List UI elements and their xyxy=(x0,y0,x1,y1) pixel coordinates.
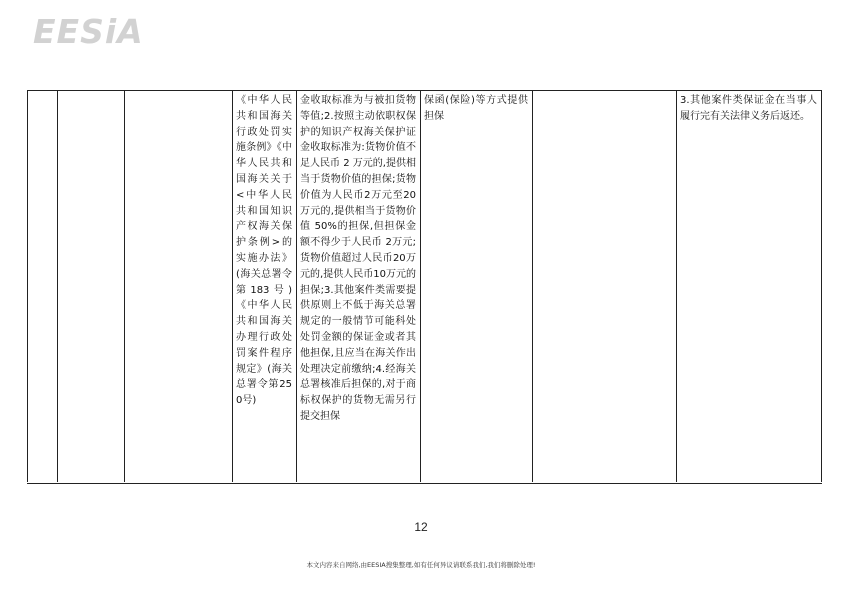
table-column-divider xyxy=(27,90,28,482)
table-column-divider xyxy=(296,90,297,482)
table-column-divider xyxy=(57,90,58,482)
eesia-logo: EESiA xyxy=(33,12,144,51)
table-column-divider xyxy=(821,90,822,482)
release-condition-cell: 3.其他案件类保证金在当事人履行完有关法律义务后返还。 xyxy=(680,95,817,122)
table-column-divider xyxy=(232,90,233,482)
guarantee-standard-cell: 金收取标准为与被扣货物等值;2.按照主动依职权保护的知识产权海关保护证金收取标准为:货物价值不足人民币 2 万元的,提供相当于货物价值的担保;货物价值为人民币2万元至20万元的,提供相当于货物价值 50%的担保,但担保金额不得少于人民币 2万元;货物价值超过人民币20万元的,提供人民币10万元的担保;3.其他案件类需要提供原则上不低于海关总署规定的一般情节可能科处处罚金额的保证金或者其他担保,且应当在海关作出处理决定前缴纳;4.经海关总署核准后担保的,对于商标权保护的货物无需另行提交担保 xyxy=(300,95,416,422)
table-column-divider xyxy=(420,90,421,482)
table-column-divider xyxy=(676,90,677,482)
table-column-divider xyxy=(124,90,125,482)
guarantee-method-cell: 保函(保险)等方式提供担保 xyxy=(424,95,528,122)
page-number: 12 xyxy=(414,520,428,534)
legal-basis-cell: 《中华人民共和国海关行政处罚实施条例》《中华人民共和国海关关于<中华人民共和国知识产权海关保护条例>的实施办法》(海关总署令第183号)《中华人民共和国海关办理行政处罚案件程序规定》(海关总署令第250号) xyxy=(236,95,292,407)
footer-disclaimer: 本文内容来自网络,由EESIA搜集整理,如有任何异议请联系我们,我们将删除处理! xyxy=(306,561,536,569)
table-column-divider xyxy=(532,90,533,482)
regulation-table xyxy=(27,90,822,484)
